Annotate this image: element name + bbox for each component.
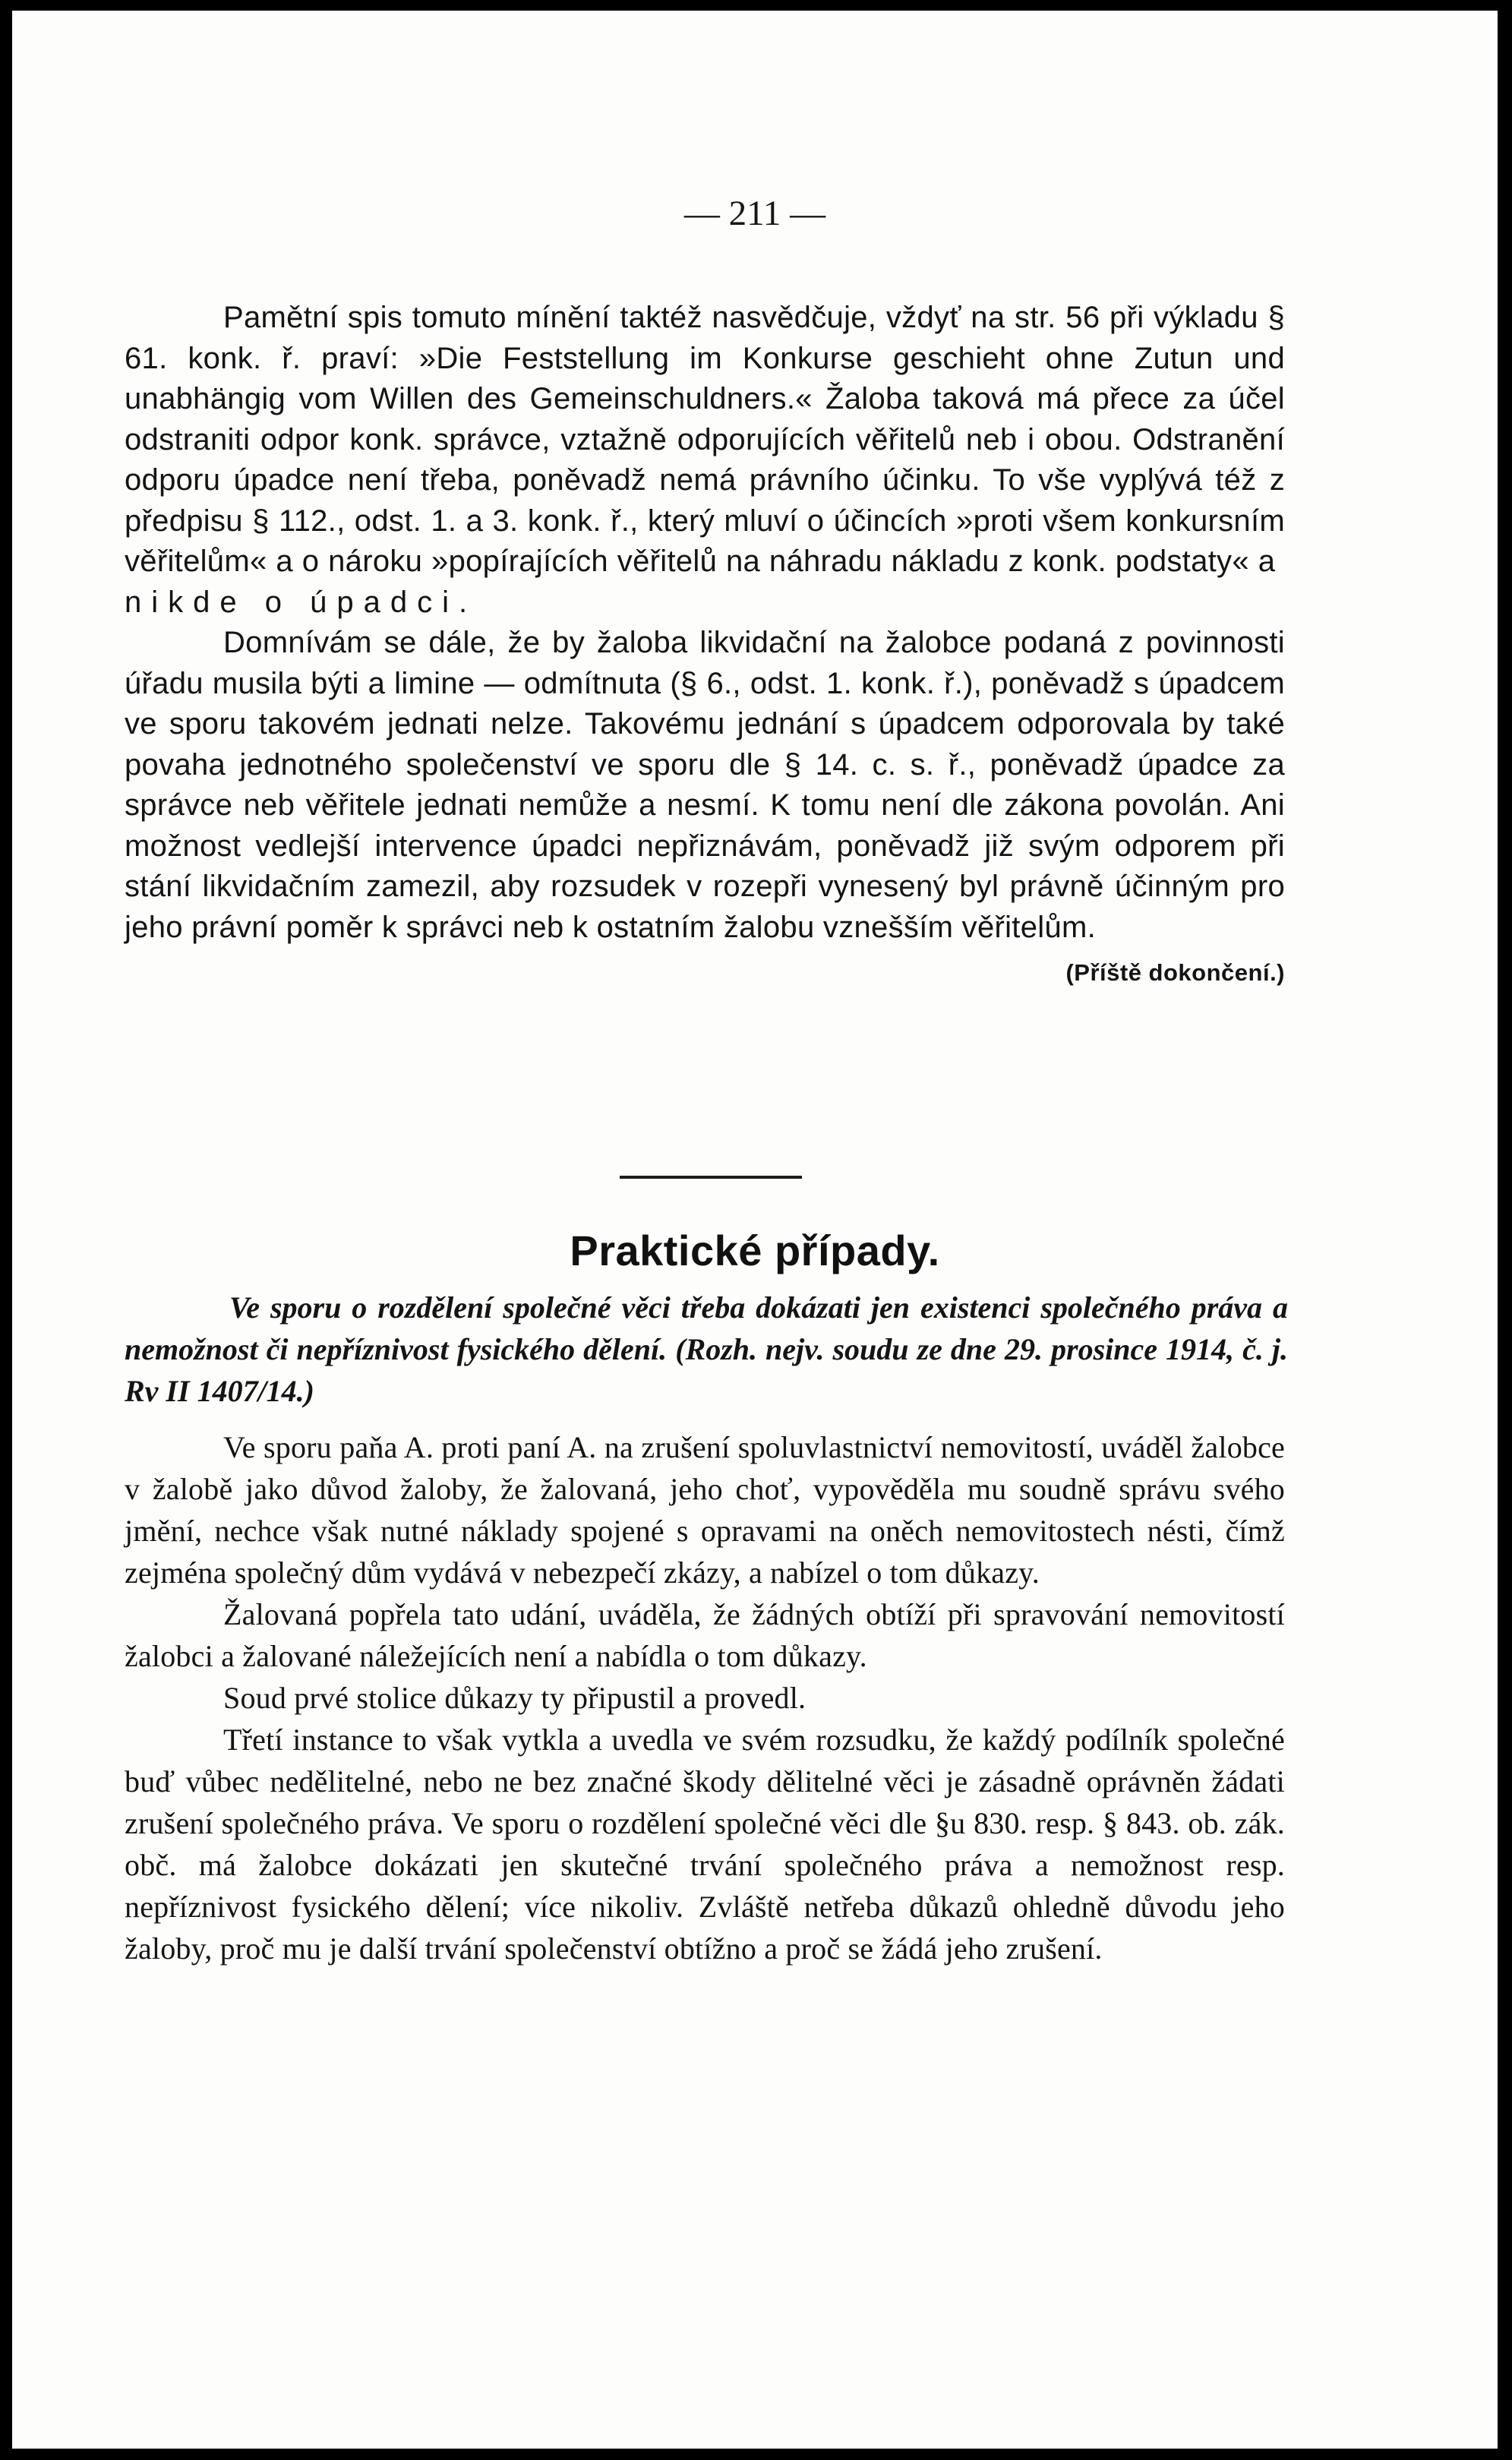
section-divider [620,1176,802,1179]
upper-article-text [125,298,1285,993]
paragraph-end: . [458,585,468,619]
emphasized-phrase: a nikde o úpadci [125,545,1285,619]
case-summary [125,1287,1288,1412]
paragraph: Žalovaná popřela tato udání, uváděla, že žádných obtíží při spravování nemovitostí žalobci a žalované náležejících není a nabídla o tom důkazy. [125,1597,1285,1673]
paragraph: Třetí instance to však vytkla a uvedla ve svém rozsudku, že každý podílník společné buď vůbec nedělitelné, nebo ne bez značné škody dělitelné věci je zásadně oprávněn žádati zrušení společného práva. Ve sporu o rozdělení společné věci dle §u 830. resp. § 843. ob. zák. obč. má žalobce dokázati jen skutečné trvání společného práva a nemožnost resp. nepříznivost fysického dělení; více nikoliv. Zvláště netřeba důkazů ohledně důvodu jeho žaloby, proč mu je další trvání společenství obtížno a proč se žádá jeho zrušení. [125,1723,1285,1966]
continuation-note: (Příště dokončení.) [1065,959,1285,986]
paragraph [125,623,1285,986]
summary-headnote: Ve sporu o rozdělení společné věci třeba dokázati jen existenci společného práva a nemožnost či nepříznivost fysického dělení. [125,1290,1288,1366]
section-heading: Praktické případy. [570,1227,940,1274]
summary-citation: (Rozh. nejv. soudu ze dne 29. prosince 1914, č. j. Rv II 1407/14.) [125,1332,1288,1408]
paragraph: Soud prvé stolice důkazy ty připustil a provedl. [223,1681,807,1715]
paragraph: Ve sporu paňa A. proti paní A. na zrušení spoluvlastnictví nemovitostí, uváděl žalobce v žalobě jako důvod žaloby, že žalovaná, jeho choť, vypověděla mu soudně správu svého jmění, nechce však nutné náklady spojené s opravami na oněch nemovitostech nésti, čímž zejména společný dům vydává v nebezpečí zkázy, a nabízel o tom důkazy. [125,1430,1285,1590]
paragraph [125,298,1285,623]
book-page [12,11,1498,2449]
paragraph-text: Domnívám se dále, že by žaloba likvidační na žalobce podaná z povinnosti úřadu musila býti a limine — odmítnuta (§ 6., odst. 1. konk. ř.), poněvadž s úpadcem ve sporu takovém jednati nelze. Takovému jednání s úpadcem odporovala by také povaha jednotného společenství ve sporu dle § 14. c. s. ř., poněvadž úpadce za správce neb věřitele jednati nemůže a nesmí. K tomu není dle zákona povolán. Ani možnost vedlejší intervence úpadci nepřiznávám, poněvadž již svým odporem při stání likvidačním zamezil, aby rozsudek v rozepři vynesený byl právně účinným pro jeho právní poměr k správci neb k ostatním žalobu vznešším věřitelům. [125,626,1285,944]
case-report-text [125,1426,1285,1969]
page-number: — 211 — [683,194,826,233]
paragraph-text: Pamětní spis tomuto mínění taktéž nasvědčuje, vždyť na str. 56 při výkladu § 61. konk. ř. praví: »Die Feststellung im Konkurse geschieht ohne Zutun und unabhängig vom Willen des Gemeinschuldners.« Žaloba taková má přece za účel odstraniti odpor konk. správce, vztažně odporujících věřitelů neb i obou. Odstranění odporu úpadce není třeba, poněvadž nemá právního účinku. To vše vyplývá též z předpisu § 112., odst. 1. a 3. konk. ř., který mluví o účincích »proti všem konkursním věřitelům« a o nároku »popírajících věřitelů na náhradu nákladu z konk. podstaty« [125,301,1285,578]
